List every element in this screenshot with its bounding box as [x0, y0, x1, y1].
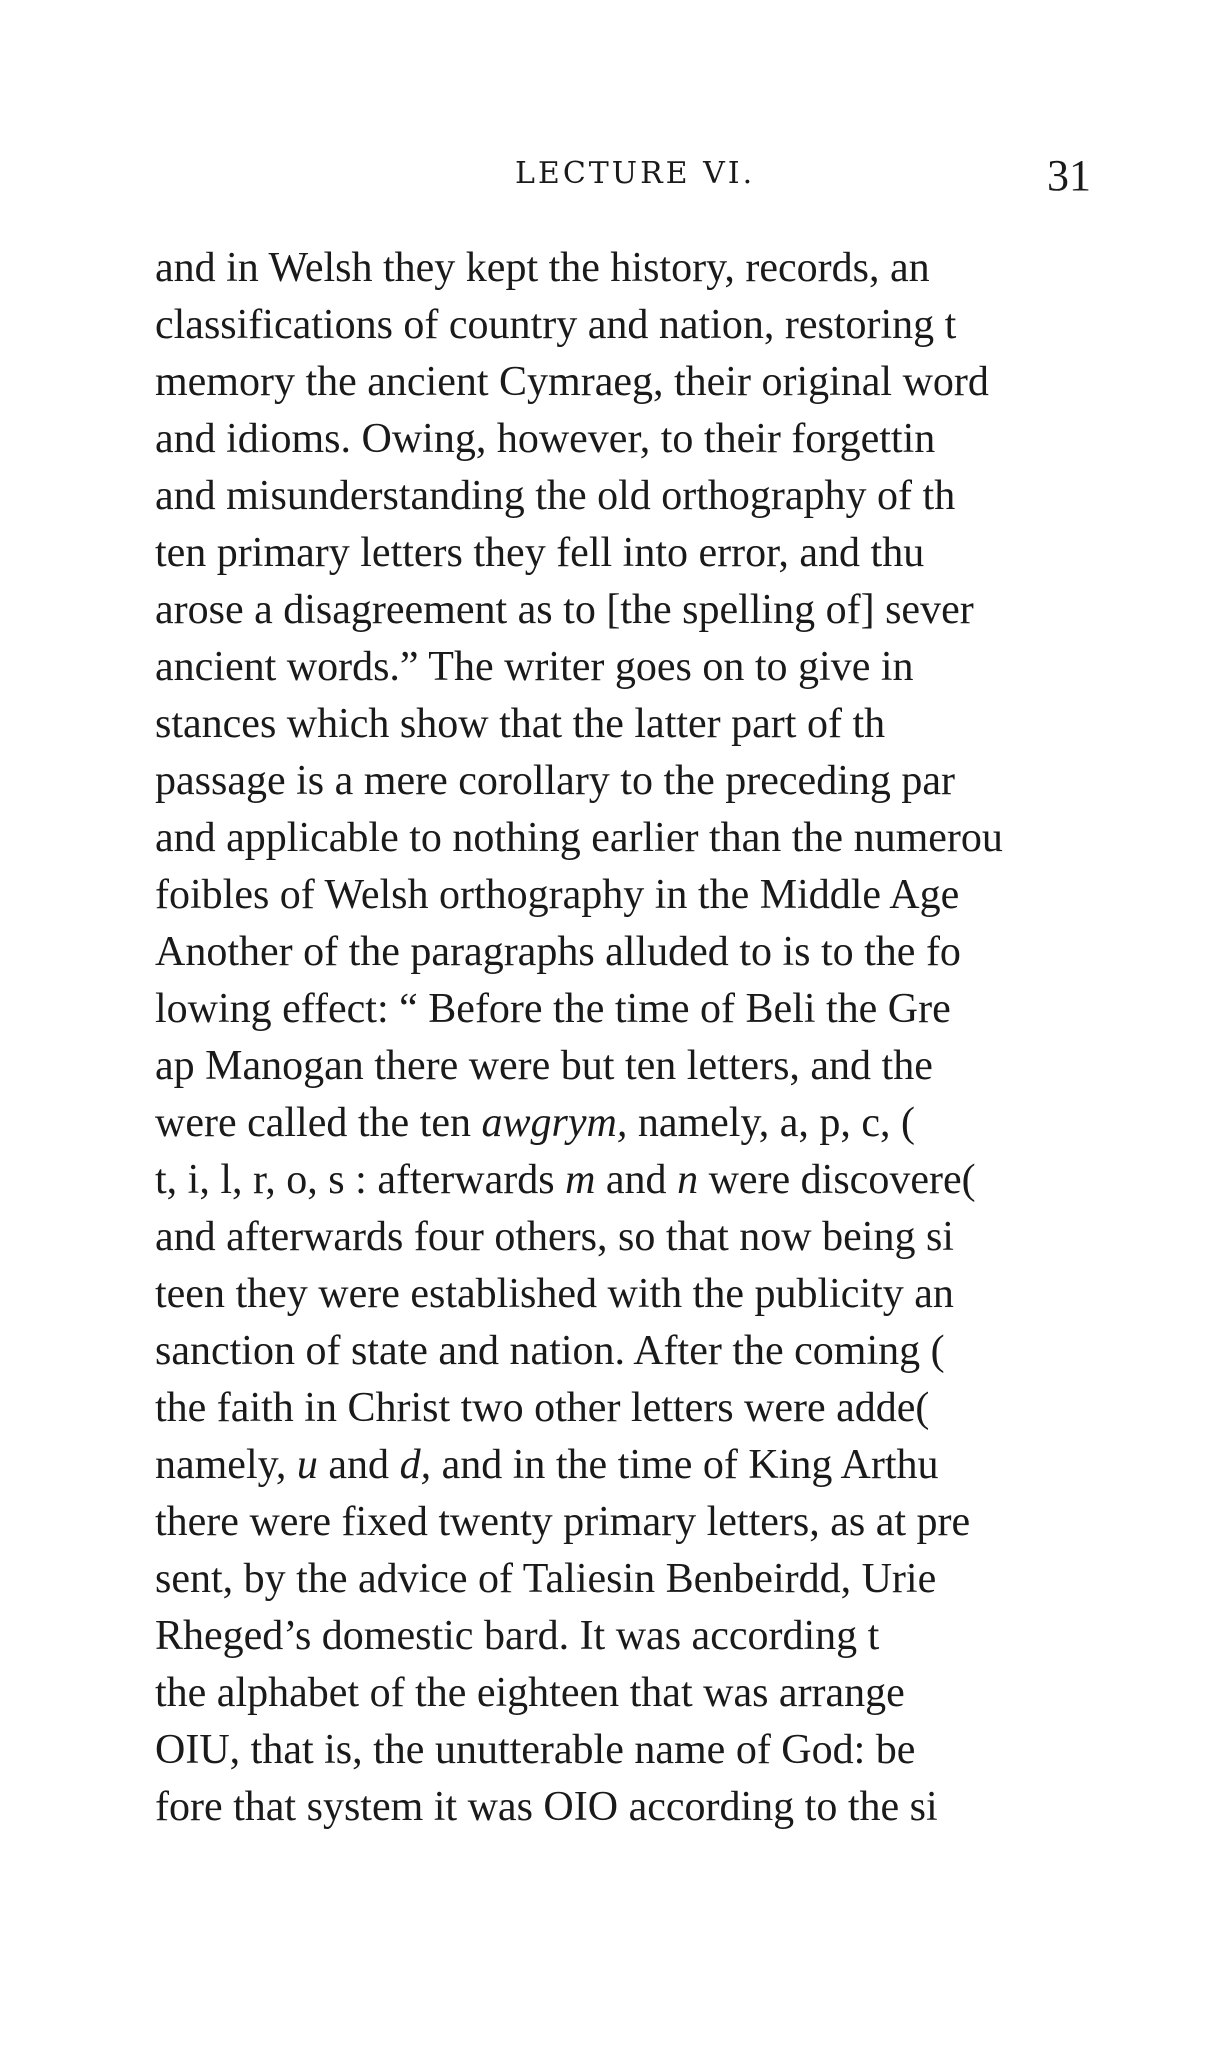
text-segment: and	[595, 1157, 678, 1203]
text-segment: t, i, l, r, o, s : afterwards	[155, 1157, 566, 1203]
italic-word: u	[296, 1442, 318, 1488]
italic-word: m	[565, 1157, 596, 1203]
text-line: arose a disagreement as to [the spelling of] sever	[155, 587, 974, 633]
text-line: stances which show that the latter part of th	[155, 701, 886, 747]
text-line: passage is a mere corollary to the preceding par	[155, 758, 955, 804]
text-segment: were called the ten	[155, 1100, 482, 1146]
italic-word: n	[677, 1157, 699, 1203]
text-line: the faith in Christ two other letters were adde(	[155, 1385, 930, 1431]
text-line: ancient words.” The writer goes on to give in	[155, 644, 914, 690]
text-line: fore that system it was OIO according to the si	[155, 1784, 938, 1830]
text-line	[155, 1095, 1080, 1152]
text-line: and afterwards four others, so that now being si	[155, 1214, 954, 1260]
italic-word: awgrym,	[481, 1100, 628, 1146]
text-line: and idioms. Owing, however, to their forgettin	[155, 416, 936, 462]
text-line	[155, 1152, 1080, 1209]
text-line	[155, 1437, 1080, 1494]
body-text	[155, 240, 1227, 1836]
text-line: ten primary letters they fell into error, and thu	[155, 530, 925, 576]
text-line: and applicable to nothing earlier than the numerou	[155, 815, 1003, 861]
text-line: Another of the paragraphs alluded to is to the fo	[155, 929, 961, 975]
text-line: and misunderstanding the old orthography of th	[155, 473, 956, 519]
running-head-title: LECTURE VI.	[515, 156, 756, 191]
text-line: ap Manogan there were but ten letters, and the	[155, 1043, 933, 1089]
text-line: the alphabet of the eighteen that was arrange	[155, 1670, 905, 1716]
text-segment: and in the time of King Arthu	[431, 1442, 939, 1488]
text-segment: namely,	[155, 1442, 297, 1488]
text-line: teen they were established with the publicity an	[155, 1271, 954, 1317]
text-line: classifications of country and nation, restoring t	[155, 302, 957, 348]
running-head	[155, 150, 1227, 200]
text-line: Rheged’s domestic bard. It was according t	[155, 1613, 880, 1659]
text-segment: and	[317, 1442, 400, 1488]
text-segment: namely, a, p, c, (	[627, 1100, 915, 1146]
text-line: sanction of state and nation. After the coming (	[155, 1328, 945, 1374]
text-line: there were fixed twenty primary letters, as at pre	[155, 1499, 971, 1545]
text-line: and in Welsh they kept the history, records, an	[155, 245, 930, 291]
text-line: lowing effect: “ Before the time of Beli the Gre	[155, 986, 951, 1032]
text-line: sent, by the advice of Taliesin Benbeirdd, Urie	[155, 1556, 937, 1602]
italic-word: d,	[399, 1442, 432, 1488]
text-segment: were discovere(	[698, 1157, 976, 1203]
text-line: foibles of Welsh orthography in the Middle Age	[155, 872, 960, 918]
text-line: OIU, that is, the unutterable name of God: be	[155, 1727, 916, 1773]
text-line: memory the ancient Cymraeg, their original word	[155, 359, 989, 405]
page-number: 31	[1047, 151, 1091, 200]
